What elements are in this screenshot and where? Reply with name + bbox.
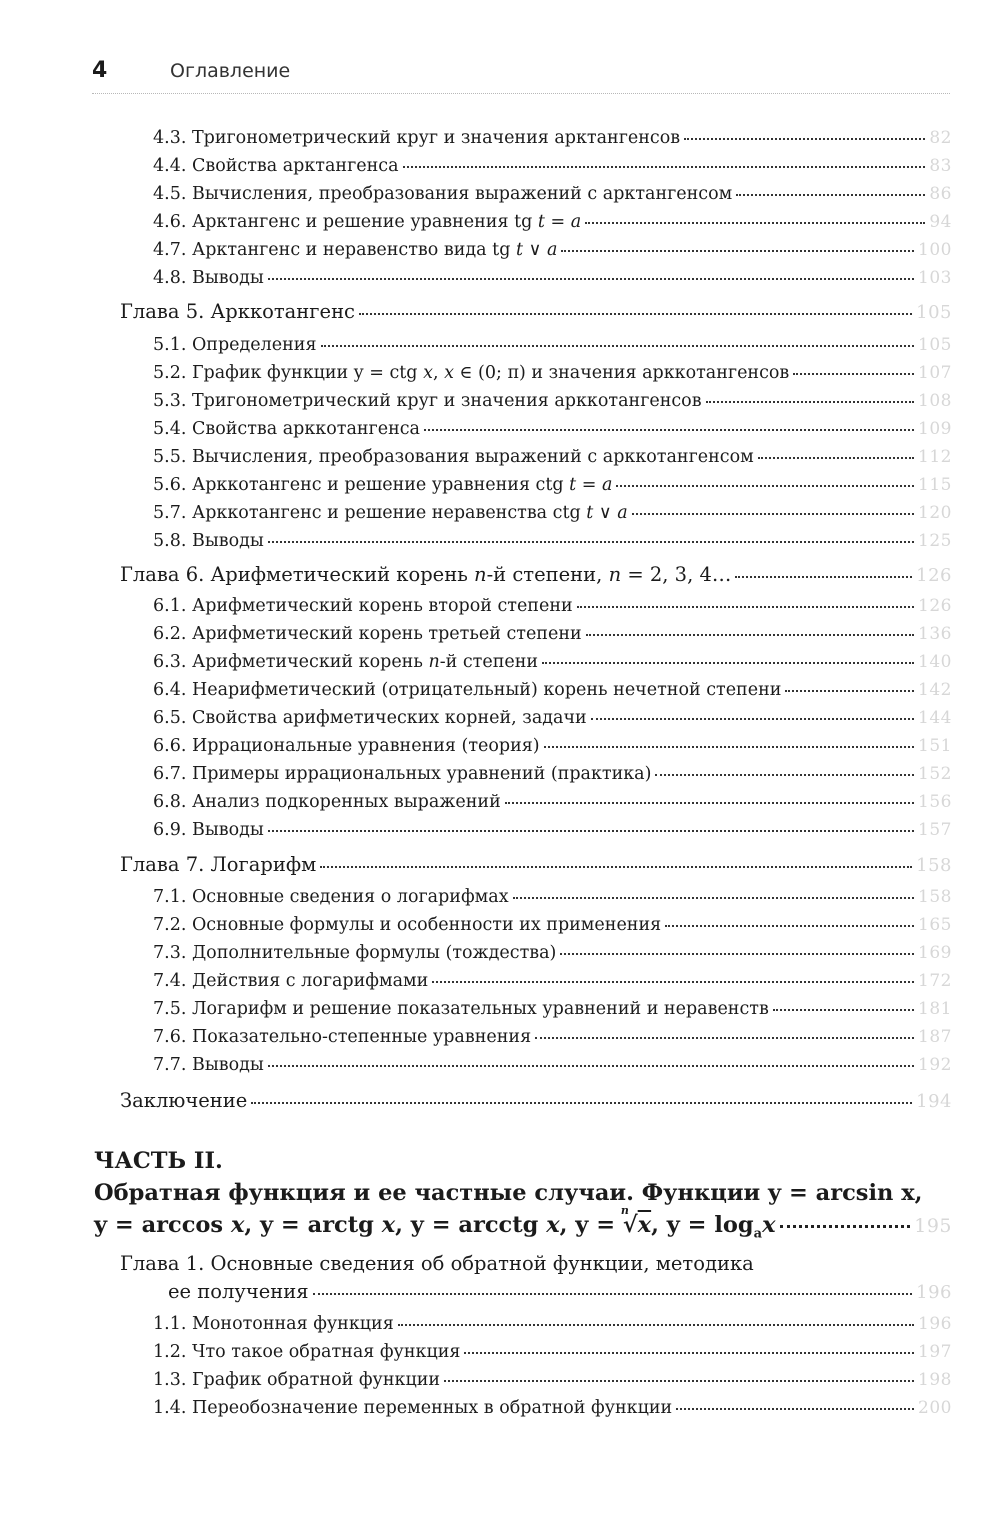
toc-page-number: 196	[916, 1282, 952, 1303]
toc-page-number: 169	[918, 943, 952, 963]
toc-page-number: 156	[918, 792, 952, 812]
toc-part-2-title-line1[interactable]: Обратная функция и ее частные случаи. Функции y = arcsin x,	[94, 1180, 923, 1206]
toc-page-number: 126	[918, 596, 952, 616]
toc-page-number: 198	[918, 1370, 952, 1390]
toc-page-number: 126	[916, 565, 952, 586]
toc-entry-6-9[interactable]: 6.9. Выводы 157	[153, 820, 952, 840]
toc-page-number: 172	[918, 971, 952, 991]
toc-chapter-5[interactable]: Глава 5. Арккотангенс 105	[120, 300, 952, 323]
toc-page-number: 125	[918, 531, 952, 551]
toc-page-number: 158	[916, 855, 952, 876]
toc-entry-6-2[interactable]: 6.2. Арифметический корень третьей степени 136	[153, 624, 952, 644]
toc-page-number: 151	[918, 736, 952, 756]
running-title: Оглавление	[170, 60, 291, 82]
toc-conclusion[interactable]: Заключение 194	[120, 1089, 952, 1112]
toc-part2-entry-1-1[interactable]: 1.1. Монотонная функция 196	[153, 1314, 952, 1334]
toc-part2-chapter-1-line1[interactable]: Глава 1. Основные сведения об обратной функции, методика	[120, 1252, 754, 1275]
toc-page-number: 112	[918, 447, 952, 467]
toc-page-number: 107	[918, 363, 952, 383]
toc-page-number: 152	[918, 764, 952, 784]
toc-page-number: 86	[929, 184, 952, 204]
toc-page-number: 196	[918, 1314, 952, 1334]
toc-entry-6-7[interactable]: 6.7. Примеры иррациональных уравнений (практика) 152	[153, 764, 952, 784]
toc-entry-7-2[interactable]: 7.2. Основные формулы и особенности их применения 165	[153, 915, 952, 935]
toc-part2-entry-1-4[interactable]: 1.4. Переобозначение переменных в обратной функции 200	[153, 1398, 952, 1418]
toc-page-number: 142	[918, 680, 952, 700]
toc-entry-5-4[interactable]: 5.4. Свойства арккотангенса 109	[153, 419, 952, 439]
toc-page-number: 165	[918, 915, 952, 935]
toc-entry-6-3[interactable]: 6.3. Арифметический корень n-й степени 140	[153, 652, 952, 672]
toc-page-number: 194	[916, 1091, 952, 1112]
toc-entry-4-8[interactable]: 4.8. Выводы 103	[153, 268, 952, 288]
toc-page-number: 144	[918, 708, 952, 728]
toc-page-number: 192	[918, 1055, 952, 1075]
toc-page-number: 108	[918, 391, 952, 411]
toc-page-number: 100	[918, 240, 952, 260]
toc-page-number: 158	[918, 887, 952, 907]
toc-entry-6-1[interactable]: 6.1. Арифметический корень второй степени 126	[153, 596, 952, 616]
toc-entry-4-6[interactable]: 4.6. Арктангенс и решение уравнения tg t = a 94	[153, 212, 952, 232]
toc-entry-5-2[interactable]: 5.2. График функции y = ctg x, x ∈ (0; π) и значения арккотангенсов 107	[153, 363, 952, 383]
toc-entry-6-5[interactable]: 6.5. Свойства арифметических корней, задачи 144	[153, 708, 952, 728]
toc-entry-4-4[interactable]: 4.4. Свойства арктангенса 83	[153, 156, 952, 176]
toc-page-number: 103	[918, 268, 952, 288]
toc-entry-5-5[interactable]: 5.5. Вычисления, преобразования выражений с арккотангенсом 112	[153, 447, 952, 467]
toc-page-number: 187	[918, 1027, 952, 1047]
toc-page-number: 136	[918, 624, 952, 644]
toc-entry-7-4[interactable]: 7.4. Действия с логарифмами 172	[153, 971, 952, 991]
toc-page-number: 82	[929, 128, 952, 148]
toc-entry-7-3[interactable]: 7.3. Дополнительные формулы (тождества) 169	[153, 943, 952, 963]
toc-entry-7-5[interactable]: 7.5. Логарифм и решение показательных уравнений и неравенств 181	[153, 999, 952, 1019]
toc-part-2-label: ЧАСТЬ II.	[94, 1148, 223, 1174]
toc-entry-7-6[interactable]: 7.6. Показательно-степенные уравнения 187	[153, 1027, 952, 1047]
toc-page-number: 157	[918, 820, 952, 840]
toc-page-number: 140	[918, 652, 952, 672]
header-divider	[92, 93, 950, 94]
toc-page-number: 83	[929, 156, 952, 176]
toc-page-number: 200	[918, 1398, 952, 1418]
toc-entry-4-3[interactable]: 4.3. Тригонометрический круг и значения арктангенсов 82	[153, 128, 952, 148]
toc-part-2-title-line2[interactable]: y = arccos x, y = arctg x, y = arcctg x, y = n √x, $y = \log_ax$ 195	[94, 1204, 952, 1242]
toc-entry-7-1[interactable]: 7.1. Основные сведения о логарифмах 158	[153, 887, 952, 907]
toc-page-number: 115	[918, 475, 952, 495]
toc-page-number: 181	[918, 999, 952, 1019]
toc-page-number: 120	[918, 503, 952, 523]
toc-part2-chapter-1-line2[interactable]: ее получения 196	[168, 1280, 952, 1303]
toc-entry-5-6[interactable]: 5.6. Арккотангенс и решение уравнения ctg t = a 115	[153, 475, 952, 495]
toc-entry-4-5[interactable]: 4.5. Вычисления, преобразования выражений с арктангенсом 86	[153, 184, 952, 204]
toc-page-number: 94	[929, 212, 952, 232]
toc-entry-5-1[interactable]: 5.1. Определения 105	[153, 335, 952, 355]
toc-page-number: 195	[914, 1215, 952, 1237]
toc-entry-5-7[interactable]: 5.7. Арккотангенс и решение неравенства ctg t ∨ a 120	[153, 503, 952, 523]
toc-entry-6-8[interactable]: 6.8. Анализ подкоренных выражений 156	[153, 792, 952, 812]
toc-entry-5-8[interactable]: 5.8. Выводы 125	[153, 531, 952, 551]
toc-chapter-7[interactable]: Глава 7. Логарифм 158	[120, 853, 952, 876]
toc-page-number: 197	[918, 1342, 952, 1362]
toc-entry-7-7[interactable]: 7.7. Выводы 192	[153, 1055, 952, 1075]
toc-entry-6-6[interactable]: 6.6. Иррациональные уравнения (теория) 151	[153, 736, 952, 756]
page-number: 4	[92, 58, 108, 83]
toc-part2-entry-1-2[interactable]: 1.2. Что такое обратная функция 197	[153, 1342, 952, 1362]
running-header	[92, 56, 950, 90]
toc-entry-6-4[interactable]: 6.4. Неарифметический (отрицательный) корень нечетной степени 142	[153, 680, 952, 700]
toc-entry-5-3[interactable]: 5.3. Тригонометрический круг и значения арккотангенсов 108	[153, 391, 952, 411]
toc-page-number: 105	[918, 335, 952, 355]
toc-part2-entry-1-3[interactable]: 1.3. График обратной функции 198	[153, 1370, 952, 1390]
toc-page-number: 109	[918, 419, 952, 439]
toc-chapter-6[interactable]: Глава 6. Арифметический корень n-й степени, n = 2, 3, 4… 126	[120, 563, 952, 586]
nth-root-symbol: n √x	[620, 1204, 652, 1238]
toc-page-number: 105	[916, 302, 952, 323]
toc-entry-4-7[interactable]: 4.7. Арктангенс и неравенство вида tg t ∨ a 100	[153, 240, 952, 260]
